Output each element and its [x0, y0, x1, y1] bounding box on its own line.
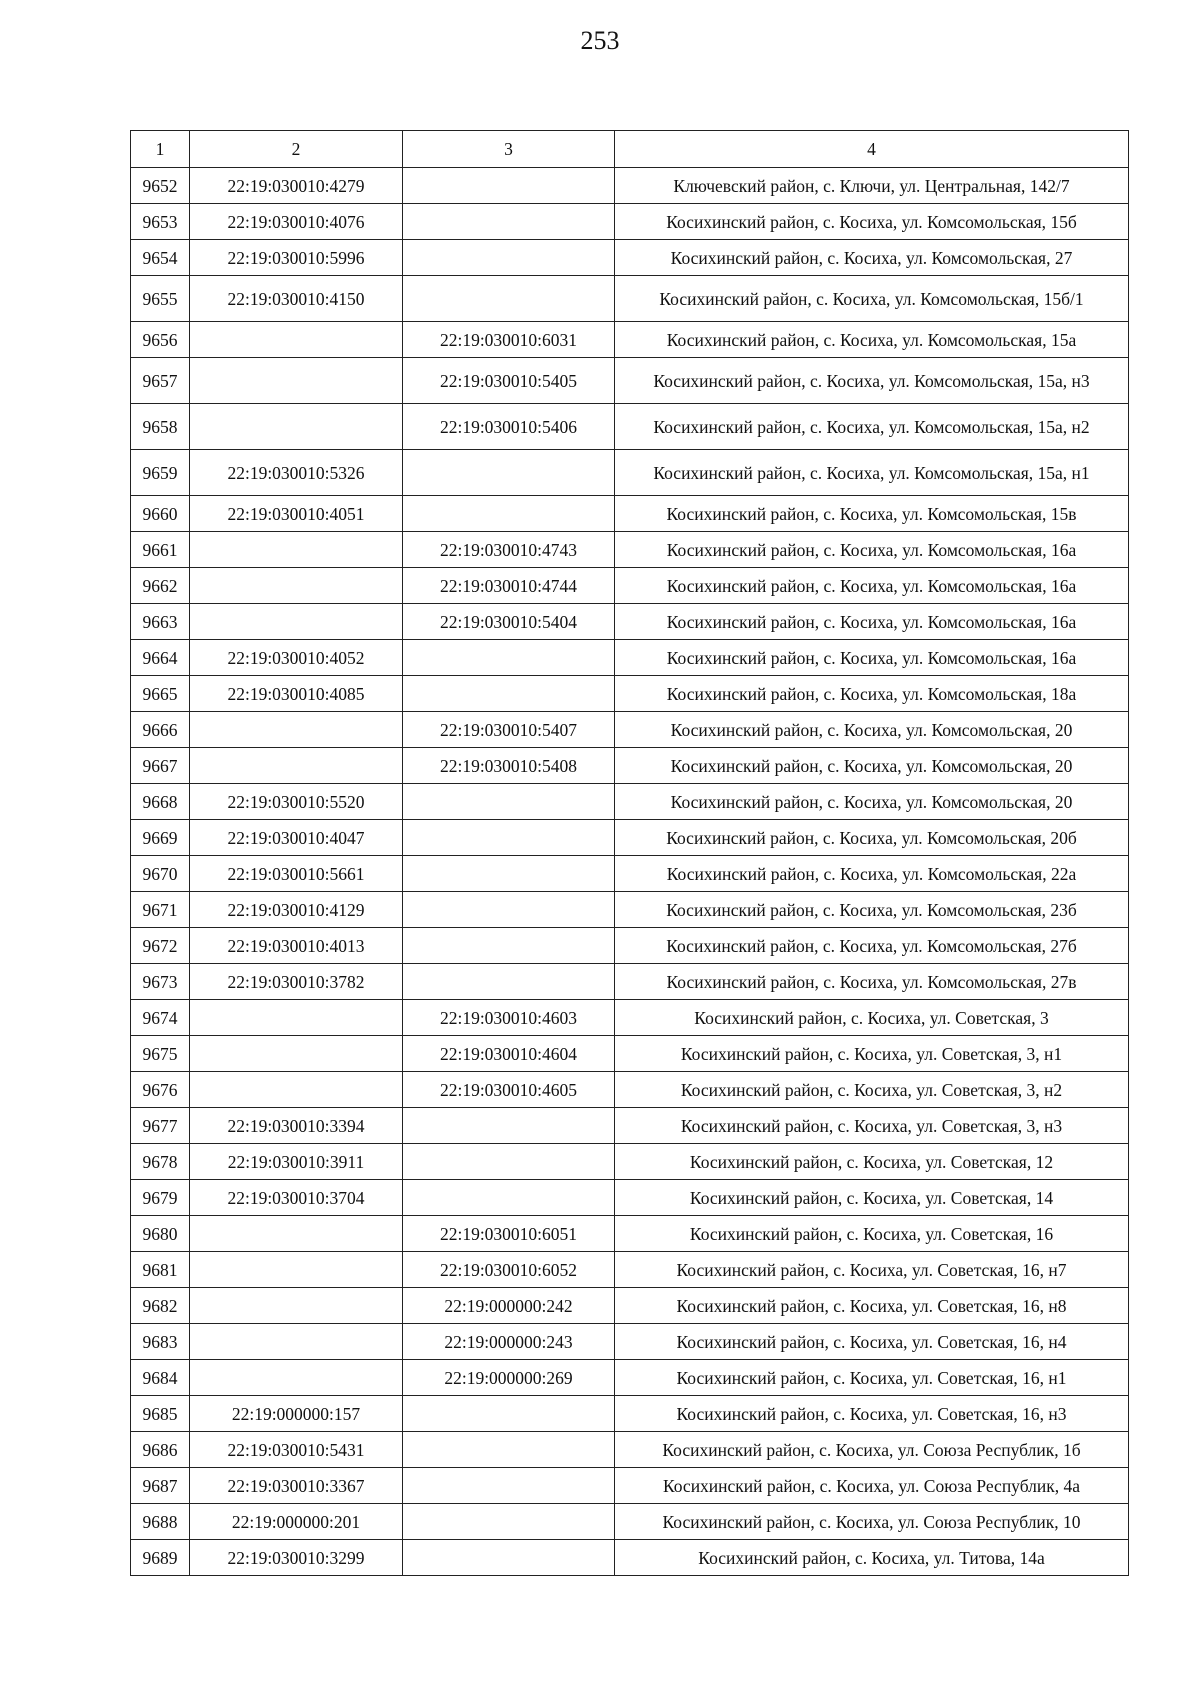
row-number-cell: 9687: [131, 1468, 190, 1504]
row-number-cell: 9657: [131, 358, 190, 404]
row-number-cell: 9654: [131, 240, 190, 276]
table-row: [131, 1432, 1129, 1468]
address-cell: Косихинский район, с. Косиха, ул. Комсомольская, 15в: [615, 496, 1129, 532]
cadastral-number-cell: 22:19:030010:5431: [190, 1432, 403, 1468]
cadastral-number-cell: 22:19:030010:3704: [190, 1180, 403, 1216]
cadastral-number-cell: 22:19:030010:3782: [190, 964, 403, 1000]
cadastral-number-cell: 22:19:030010:5661: [190, 856, 403, 892]
table-row: [131, 358, 1129, 404]
cadastral-number-cell: [190, 1000, 403, 1036]
table-row: [131, 1396, 1129, 1432]
row-number-cell: 9684: [131, 1360, 190, 1396]
table-row: [131, 204, 1129, 240]
row-number-cell: 9652: [131, 168, 190, 204]
table-row: [131, 322, 1129, 358]
page-number: 253: [580, 26, 620, 55]
cadastral-number-cell: [190, 358, 403, 404]
address-cell: Косихинский район, с. Косиха, ул. Комсомольская, 20: [615, 712, 1129, 748]
cadastral-number-cell: 22:19:030010:3367: [190, 1468, 403, 1504]
cadastral-number-cell: 22:19:000000:201: [190, 1504, 403, 1540]
cadastral-number-cell: [190, 1252, 403, 1288]
table-row: [131, 532, 1129, 568]
cadastral-number-2-cell: [403, 204, 615, 240]
cadastral-number-2-cell: 22:19:030010:5408: [403, 748, 615, 784]
cadastral-number-2-cell: 22:19:030010:5404: [403, 604, 615, 640]
address-cell: Косихинский район, с. Косиха, ул. Комсомольская, 22а: [615, 856, 1129, 892]
row-number-cell: 9679: [131, 1180, 190, 1216]
table-row: [131, 748, 1129, 784]
row-number-cell: 9685: [131, 1396, 190, 1432]
cadastral-number-cell: 22:19:030010:5520: [190, 784, 403, 820]
address-cell: Косихинский район, с. Косиха, ул. Комсомольская, 16а: [615, 604, 1129, 640]
header-col-2: 2: [190, 131, 403, 168]
table-row: [131, 568, 1129, 604]
address-cell: Косихинский район, с. Косиха, ул. Комсомольская, 15а, н1: [615, 450, 1129, 496]
address-cell: Косихинский район, с. Косиха, ул. Советская, 16, н7: [615, 1252, 1129, 1288]
cadastral-number-cell: 22:19:030010:4051: [190, 496, 403, 532]
cadastral-number-2-cell: [403, 1504, 615, 1540]
cadastral-number-cell: [190, 404, 403, 450]
cadastral-number-2-cell: [403, 856, 615, 892]
address-cell: Косихинский район, с. Косиха, ул. Комсомольская, 15б: [615, 204, 1129, 240]
address-cell: Косихинский район, с. Косиха, ул. Комсомольская, 16а: [615, 568, 1129, 604]
cadastral-number-2-cell: [403, 1468, 615, 1504]
address-cell: Косихинский район, с. Косиха, ул. Титова, 14а: [615, 1540, 1129, 1576]
row-number-cell: 9661: [131, 532, 190, 568]
row-number-cell: 9673: [131, 964, 190, 1000]
cadastral-number-2-cell: 22:19:030010:6031: [403, 322, 615, 358]
cadastral-number-cell: [190, 1036, 403, 1072]
address-cell: Косихинский район, с. Косиха, ул. Советская, 16, н8: [615, 1288, 1129, 1324]
cadastral-number-2-cell: 22:19:030010:6051: [403, 1216, 615, 1252]
row-number-cell: 9662: [131, 568, 190, 604]
table-row: [131, 1468, 1129, 1504]
table-row: [131, 1036, 1129, 1072]
table-row: [131, 1360, 1129, 1396]
cadastral-number-2-cell: [403, 928, 615, 964]
header-col-4: 4: [615, 131, 1129, 168]
table-row: [131, 604, 1129, 640]
table-row: [131, 712, 1129, 748]
cadastral-number-cell: 22:19:030010:5996: [190, 240, 403, 276]
table-row: [131, 1288, 1129, 1324]
address-cell: Косихинский район, с. Косиха, ул. Союза Республик, 1б: [615, 1432, 1129, 1468]
table-row: [131, 496, 1129, 532]
table-row: [131, 1324, 1129, 1360]
cadastral-number-cell: 22:19:030010:4076: [190, 204, 403, 240]
address-cell: Косихинский район, с. Косиха, ул. Советская, 16, н1: [615, 1360, 1129, 1396]
table-row: [131, 450, 1129, 496]
address-cell: Косихинский район, с. Косиха, ул. Комсомольская, 27: [615, 240, 1129, 276]
row-number-cell: 9665: [131, 676, 190, 712]
cadastral-number-cell: 22:19:030010:3911: [190, 1144, 403, 1180]
row-number-cell: 9675: [131, 1036, 190, 1072]
cadastral-number-cell: [190, 748, 403, 784]
cadastral-number-2-cell: [403, 450, 615, 496]
table-row: [131, 1108, 1129, 1144]
address-cell: Косихинский район, с. Косиха, ул. Комсомольская, 20: [615, 784, 1129, 820]
cadastral-number-cell: [190, 604, 403, 640]
table-row: [131, 1000, 1129, 1036]
cadastral-number-2-cell: [403, 1540, 615, 1576]
address-cell: Косихинский район, с. Косиха, ул. Комсомольская, 15б/1: [615, 276, 1129, 322]
table-row: [131, 276, 1129, 322]
address-cell: Косихинский район, с. Косиха, ул. Советская, 16, н4: [615, 1324, 1129, 1360]
table-row: [131, 1180, 1129, 1216]
row-number-cell: 9666: [131, 712, 190, 748]
address-cell: Косихинский район, с. Косиха, ул. Советская, 3, н2: [615, 1072, 1129, 1108]
address-cell: Косихинский район, с. Косиха, ул. Комсомольская, 23б: [615, 892, 1129, 928]
cadastral-number-cell: [190, 1072, 403, 1108]
address-cell: Косихинский район, с. Косиха, ул. Комсомольская, 27б: [615, 928, 1129, 964]
cadastral-number-2-cell: [403, 496, 615, 532]
table-row: [131, 964, 1129, 1000]
cadastral-number-2-cell: [403, 784, 615, 820]
cadastral-number-cell: [190, 1324, 403, 1360]
cadastral-number-cell: 22:19:030010:4150: [190, 276, 403, 322]
row-number-cell: 9668: [131, 784, 190, 820]
address-cell: Косихинский район, с. Косиха, ул. Союза Республик, 10: [615, 1504, 1129, 1540]
cadastral-number-cell: 22:19:030010:4279: [190, 168, 403, 204]
cadastral-number-2-cell: [403, 276, 615, 322]
row-number-cell: 9664: [131, 640, 190, 676]
table-row: [131, 1144, 1129, 1180]
cadastral-number-2-cell: 22:19:030010:5406: [403, 404, 615, 450]
table-row: [131, 168, 1129, 204]
table-row: [131, 1252, 1129, 1288]
cadastral-number-cell: [190, 1288, 403, 1324]
row-number-cell: 9689: [131, 1540, 190, 1576]
cadastral-number-2-cell: 22:19:030010:4744: [403, 568, 615, 604]
row-number-cell: 9681: [131, 1252, 190, 1288]
row-number-cell: 9674: [131, 1000, 190, 1036]
row-number-cell: 9677: [131, 1108, 190, 1144]
row-number-cell: 9676: [131, 1072, 190, 1108]
row-number-cell: 9678: [131, 1144, 190, 1180]
cadastral-number-cell: [190, 1360, 403, 1396]
address-cell: Косихинский район, с. Косиха, ул. Комсомольская, 20: [615, 748, 1129, 784]
cadastral-number-2-cell: [403, 820, 615, 856]
row-number-cell: 9667: [131, 748, 190, 784]
cadastral-number-2-cell: 22:19:030010:6052: [403, 1252, 615, 1288]
table-row: [131, 640, 1129, 676]
cadastral-number-cell: 22:19:030010:3394: [190, 1108, 403, 1144]
cadastral-number-cell: 22:19:030010:3299: [190, 1540, 403, 1576]
row-number-cell: 9670: [131, 856, 190, 892]
address-cell: Косихинский район, с. Косиха, ул. Комсомольская, 15а: [615, 322, 1129, 358]
cadastral-number-2-cell: 22:19:000000:243: [403, 1324, 615, 1360]
address-cell: Косихинский район, с. Косиха, ул. Советская, 3, н1: [615, 1036, 1129, 1072]
cadastral-number-2-cell: [403, 1396, 615, 1432]
address-cell: Косихинский район, с. Косиха, ул. Комсомольская, 16а: [615, 640, 1129, 676]
address-cell: Ключевский район, с. Ключи, ул. Центральная, 142/7: [615, 168, 1129, 204]
cadastral-number-2-cell: [403, 168, 615, 204]
row-number-cell: 9658: [131, 404, 190, 450]
table-row: [131, 820, 1129, 856]
address-cell: Косихинский район, с. Косиха, ул. Союза Республик, 4а: [615, 1468, 1129, 1504]
address-cell: Косихинский район, с. Косиха, ул. Советская, 3: [615, 1000, 1129, 1036]
cadastral-number-cell: 22:19:030010:4052: [190, 640, 403, 676]
table-row: [131, 1504, 1129, 1540]
table-row: [131, 784, 1129, 820]
table-row: [131, 404, 1129, 450]
cadastral-number-cell: 22:19:030010:5326: [190, 450, 403, 496]
address-cell: Косихинский район, с. Косиха, ул. Комсомольская, 15а, н2: [615, 404, 1129, 450]
row-number-cell: 9655: [131, 276, 190, 322]
row-number-cell: 9660: [131, 496, 190, 532]
address-cell: Косихинский район, с. Косиха, ул. Комсомольская, 16а: [615, 532, 1129, 568]
table-row: [131, 1540, 1129, 1576]
cadastral-number-2-cell: [403, 240, 615, 276]
cadastral-number-2-cell: [403, 964, 615, 1000]
cadastral-number-2-cell: 22:19:030010:4604: [403, 1036, 615, 1072]
address-cell: Косихинский район, с. Косиха, ул. Комсомольская, 27в: [615, 964, 1129, 1000]
address-cell: Косихинский район, с. Косиха, ул. Советская, 14: [615, 1180, 1129, 1216]
cadastral-number-cell: 22:19:030010:4013: [190, 928, 403, 964]
address-cell: Косихинский район, с. Косиха, ул. Советская, 12: [615, 1144, 1129, 1180]
cadastral-number-cell: [190, 568, 403, 604]
cadastral-number-2-cell: [403, 1180, 615, 1216]
address-cell: Косихинский район, с. Косиха, ул. Комсомольская, 18а: [615, 676, 1129, 712]
cadastral-number-2-cell: [403, 1144, 615, 1180]
cadastral-number-2-cell: [403, 1108, 615, 1144]
cadastral-number-2-cell: 22:19:030010:4603: [403, 1000, 615, 1036]
cadastral-number-2-cell: 22:19:030010:4743: [403, 532, 615, 568]
row-number-cell: 9671: [131, 892, 190, 928]
table-row: [131, 1072, 1129, 1108]
address-cell: Косихинский район, с. Косиха, ул. Советская, 16, н3: [615, 1396, 1129, 1432]
cadastral-number-cell: [190, 322, 403, 358]
cadastral-number-cell: 22:19:030010:4085: [190, 676, 403, 712]
row-number-cell: 9663: [131, 604, 190, 640]
table-row: [131, 676, 1129, 712]
address-cell: Косихинский район, с. Косиха, ул. Комсомольская, 20б: [615, 820, 1129, 856]
cadastral-number-cell: 22:19:030010:4047: [190, 820, 403, 856]
address-cell: Косихинский район, с. Косиха, ул. Советская, 16: [615, 1216, 1129, 1252]
cadastral-number-cell: [190, 532, 403, 568]
row-number-cell: 9686: [131, 1432, 190, 1468]
header-col-3: 3: [403, 131, 615, 168]
cadastral-number-cell: 22:19:000000:157: [190, 1396, 403, 1432]
row-number-cell: 9682: [131, 1288, 190, 1324]
cadastral-number-2-cell: [403, 1432, 615, 1468]
row-number-cell: 9653: [131, 204, 190, 240]
cadastral-number-2-cell: [403, 640, 615, 676]
cadastral-number-2-cell: 22:19:000000:242: [403, 1288, 615, 1324]
header-col-1: 1: [131, 131, 190, 168]
cadastral-number-cell: 22:19:030010:4129: [190, 892, 403, 928]
cadastral-number-2-cell: [403, 892, 615, 928]
cadastral-number-2-cell: 22:19:000000:269: [403, 1360, 615, 1396]
header-row: [131, 131, 1129, 168]
row-number-cell: 9672: [131, 928, 190, 964]
cadastral-number-2-cell: 22:19:030010:5405: [403, 358, 615, 404]
table-row: [131, 928, 1129, 964]
row-number-cell: 9683: [131, 1324, 190, 1360]
row-number-cell: 9659: [131, 450, 190, 496]
row-number-cell: 9669: [131, 820, 190, 856]
cadastral-number-2-cell: 22:19:030010:5407: [403, 712, 615, 748]
table-row: [131, 856, 1129, 892]
address-cell: Косихинский район, с. Косиха, ул. Советская, 3, н3: [615, 1108, 1129, 1144]
cadastral-number-cell: [190, 712, 403, 748]
cadastral-number-2-cell: 22:19:030010:4605: [403, 1072, 615, 1108]
table-row: [131, 240, 1129, 276]
table-row: [131, 1216, 1129, 1252]
cadastral-number-2-cell: [403, 676, 615, 712]
cadastral-number-cell: [190, 1216, 403, 1252]
address-cell: Косихинский район, с. Косиха, ул. Комсомольская, 15а, н3: [615, 358, 1129, 404]
row-number-cell: 9656: [131, 322, 190, 358]
registry-table: [130, 130, 1129, 1576]
row-number-cell: 9688: [131, 1504, 190, 1540]
row-number-cell: 9680: [131, 1216, 190, 1252]
table-row: [131, 892, 1129, 928]
